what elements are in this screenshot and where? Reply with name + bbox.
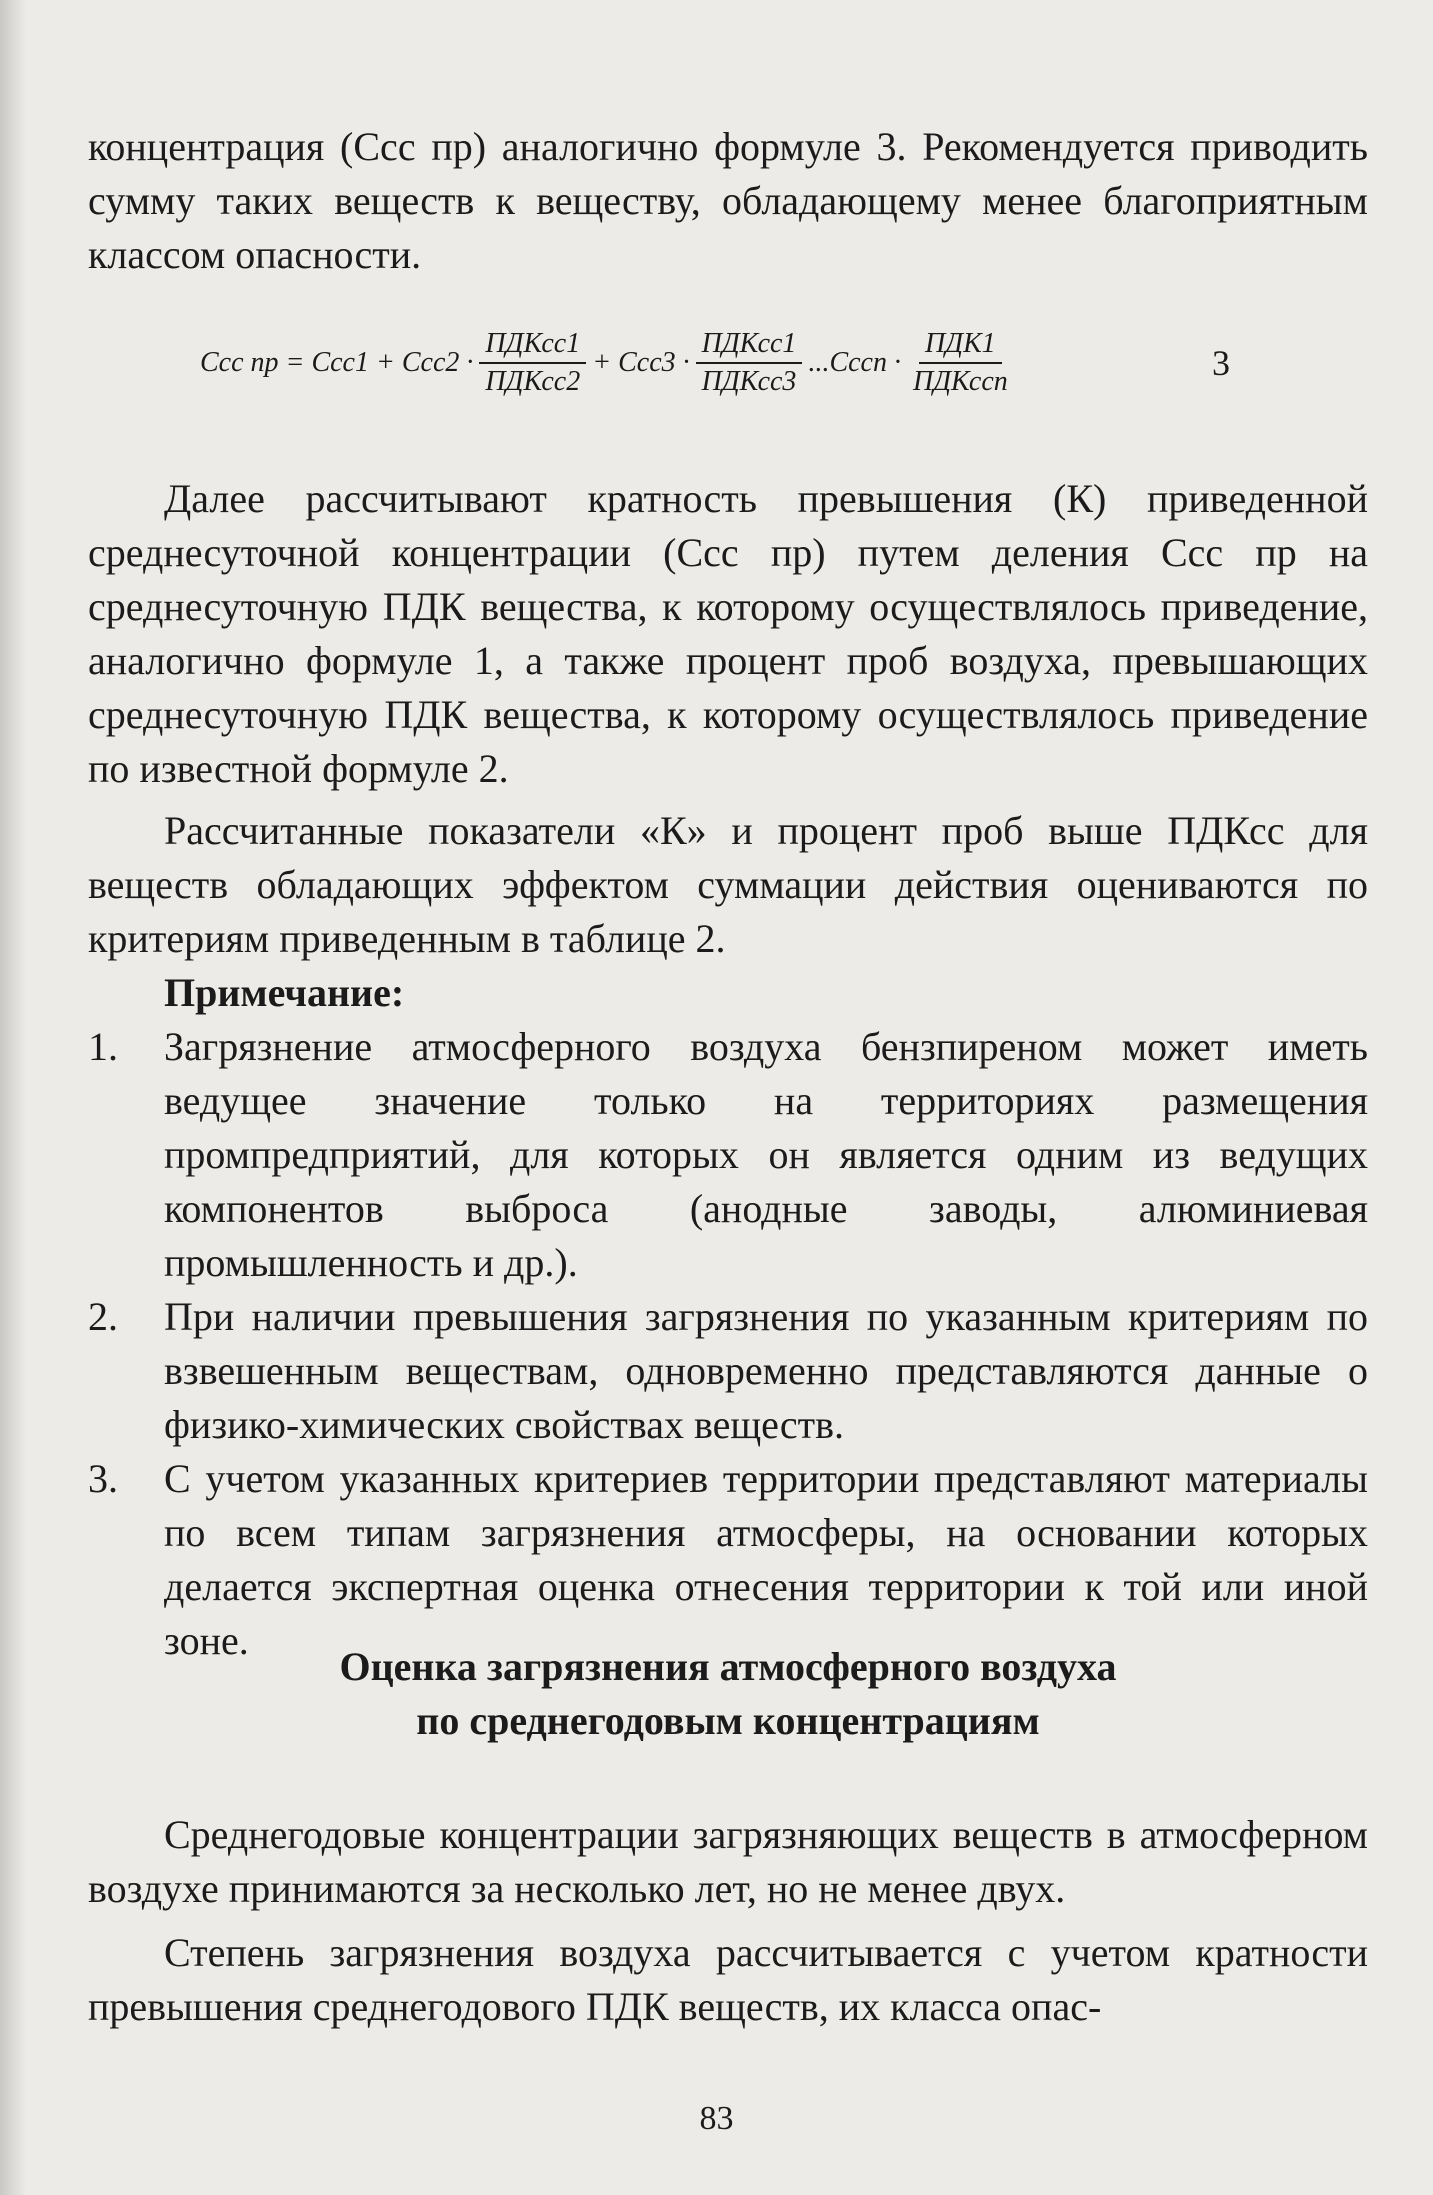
note-item-text: Загрязнение атмосферного воздуха бензпиреном может иметь ведущее значение только на территориях размещения промпредприятий, для которых он является одним из ведущих компонентов выброса (анодные заводы, алюминиевая промышленность и др.). xyxy=(164,1024,1368,1285)
formula-fraction-2 xyxy=(696,328,803,398)
formula-fraction-3 xyxy=(907,328,1014,398)
paragraph-1: концентрация (Cсс пр) аналогично формуле 3. Рекомендуется приводить сумму таких веществ к веществу, обладающему менее благоприятным классом опасности. xyxy=(88,124,1368,277)
note-title: Примечание: xyxy=(164,970,405,1015)
fraction-1-numerator: ПДКсс1 xyxy=(479,328,586,364)
section-heading-line-1: Оценка загрязнения атмосферного воздуха xyxy=(339,1644,1117,1689)
formula-term-c1: Cсс1 xyxy=(311,347,369,378)
fraction-2-denominator: ПДКсс3 xyxy=(701,366,797,397)
formula-number: 3 xyxy=(1212,343,1230,383)
paragraph-5: Среднегодовые концентрации загрязняющих веществ в атмосферном воздухе принимаются за несколько лет, но не менее двух. xyxy=(88,1812,1368,1911)
note-item xyxy=(88,1452,1368,1668)
section-heading-line-2: по среднегодовым концентрациям xyxy=(416,1698,1040,1743)
paragraph-6: Степень загрязнения воздуха рассчитывается с учетом кратности превышения среднегодового ПДК веществ, их класса опас- xyxy=(88,1930,1368,2029)
formula-term-c3: Cсс3 xyxy=(618,347,676,378)
paragraph-3: Рассчитанные показатели «К» и процент проб выше ПДКсс для веществ обладающих эффектом суммации действия оцениваются по критериям приведенным в таблице 2. xyxy=(88,808,1368,961)
note-item-number: 1. xyxy=(88,1024,118,1069)
formula-term-cn: Cссn xyxy=(829,347,887,378)
note-item xyxy=(88,1020,1368,1290)
page-number: 83 xyxy=(699,2100,734,2137)
formula-term-c2: Cсс2 xyxy=(401,347,460,378)
note-list xyxy=(88,1020,1368,1668)
note-item-number: 2. xyxy=(88,1294,118,1339)
formula-fraction-1 xyxy=(479,328,586,398)
note-item-number: 3. xyxy=(88,1456,118,1501)
section-bottom xyxy=(88,1808,1368,2034)
section-main xyxy=(88,472,1368,1668)
paragraph-2: Далее рассчитывают кратность превышения (К) приведенной среднесуточной концентрации (Cсс пр) путем деления Cсс пр на среднесуточную ПДК вещества, к которому осуществлялось приведение, аналогично формуле 1, а также процент проб воздуха, превышающих среднесуточную ПДК вещества, к которому осуществлялось приведение по известной формуле 2. xyxy=(88,476,1368,791)
formula-lhs: Cсс пр xyxy=(200,347,279,378)
formula-3: Cсс пр = Cсс1 + Cсс2 · $\frac{\text{ПДКсс1}}{\text{ПДКсс2}}$ + Cсс3 · $\frac{\text{ПДКсс1}}{\text{ПДКсс3}}$ ... Cссn · $\frac{\text{ПДК1}}{\text{ПДКссn}}$ 3 xyxy=(200,328,1230,397)
section-heading xyxy=(88,1640,1368,1748)
fraction-2-numerator: ПДКсс1 xyxy=(696,328,803,364)
fraction-3-denominator: ПДКссn xyxy=(912,366,1008,397)
fraction-1-denominator: ПДКсс2 xyxy=(485,366,581,397)
note-item-text: При наличии превышения загрязнения по указанным критериям по взвешенным веществам, одновременно представляются данные о физико-химических свойствах веществ. xyxy=(164,1294,1368,1447)
scan-edge xyxy=(0,0,26,2195)
fraction-3-numerator: ПДК1 xyxy=(919,328,1002,364)
note-item-text: С учетом указанных критериев территории представляют материалы по всем типам загрязнения атмосферы, на основании которых делается экспертная оценка отнесения территории к той или иной зоне. xyxy=(164,1456,1368,1663)
note-item xyxy=(88,1290,1368,1452)
section-top xyxy=(88,120,1368,282)
